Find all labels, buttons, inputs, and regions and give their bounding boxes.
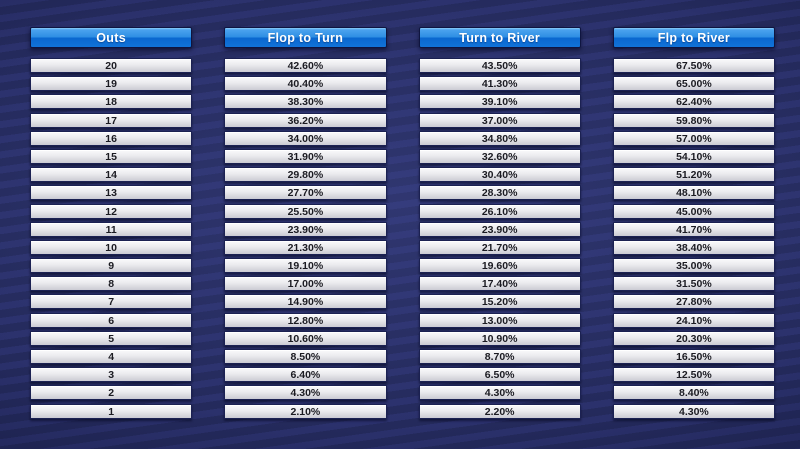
table-cell: 16 <box>30 131 192 146</box>
table-cell: 27.80% <box>613 294 775 309</box>
table-cell: 59.80% <box>613 113 775 128</box>
table-cell: 12 <box>30 204 192 219</box>
table-cell: 12.50% <box>613 367 775 382</box>
table-cell: 6.40% <box>224 367 386 382</box>
table-cell: 42.60% <box>224 58 386 73</box>
table-cell: 41.30% <box>419 76 581 91</box>
table-cell: 20 <box>30 58 192 73</box>
table-cell: 21.70% <box>419 240 581 255</box>
table-cell: 67.50% <box>613 58 775 73</box>
table-cell: 40.40% <box>224 76 386 91</box>
table-cell: 65.00% <box>613 76 775 91</box>
table-cell: 17.40% <box>419 276 581 291</box>
table-cell: 24.10% <box>613 313 775 328</box>
table-cell: 14.90% <box>224 294 386 309</box>
column-turn-to-river <box>419 27 581 419</box>
table-cell: 43.50% <box>419 58 581 73</box>
table-cell: 19.60% <box>419 258 581 273</box>
table-cell: 12.80% <box>224 313 386 328</box>
table-cell: 27.70% <box>224 185 386 200</box>
table-cell: 23.90% <box>419 222 581 237</box>
column-header-outs: Outs <box>30 27 192 48</box>
table-cell: 51.20% <box>613 167 775 182</box>
column-outs <box>30 27 192 419</box>
table-cell: 15 <box>30 149 192 164</box>
table-cell: 20.30% <box>613 331 775 346</box>
table-cell: 4.30% <box>419 385 581 400</box>
table-cell: 13 <box>30 185 192 200</box>
table-cell: 6 <box>30 313 192 328</box>
column-cells-turn-to-river <box>419 58 581 419</box>
table-cell: 36.20% <box>224 113 386 128</box>
table-cell: 32.60% <box>419 149 581 164</box>
column-cells-flop-to-turn <box>224 58 386 419</box>
table-cell: 3 <box>30 367 192 382</box>
column-cells-flp-to-river <box>613 58 775 419</box>
table-cell: 38.40% <box>613 240 775 255</box>
table-cell: 6.50% <box>419 367 581 382</box>
table-cell: 30.40% <box>419 167 581 182</box>
table-cell: 31.50% <box>613 276 775 291</box>
table-cell: 10.90% <box>419 331 581 346</box>
table-cell: 23.90% <box>224 222 386 237</box>
column-flp-to-river <box>613 27 775 419</box>
table-cell: 34.80% <box>419 131 581 146</box>
table-cell: 2 <box>30 385 192 400</box>
column-header-flp-to-river: Flp to River <box>613 27 775 48</box>
table-cell: 13.00% <box>419 313 581 328</box>
table-cell: 10 <box>30 240 192 255</box>
table-cell: 48.10% <box>613 185 775 200</box>
table-cell: 37.00% <box>419 113 581 128</box>
table-cell: 7 <box>30 294 192 309</box>
column-header-flop-to-turn: Flop to Turn <box>224 27 386 48</box>
table-cell: 31.90% <box>224 149 386 164</box>
table-cell: 1 <box>30 404 192 419</box>
table-cell: 9 <box>30 258 192 273</box>
table-cell: 8.70% <box>419 349 581 364</box>
table-cell: 8.40% <box>613 385 775 400</box>
table-cell: 26.10% <box>419 204 581 219</box>
table-cell: 28.30% <box>419 185 581 200</box>
table-cell: 4.30% <box>613 404 775 419</box>
table-cell: 15.20% <box>419 294 581 309</box>
table-cell: 4 <box>30 349 192 364</box>
table-cell: 4.30% <box>224 385 386 400</box>
table-cell: 38.30% <box>224 94 386 109</box>
column-header-turn-to-river: Turn to River <box>419 27 581 48</box>
table-cell: 14 <box>30 167 192 182</box>
table-cell: 17.00% <box>224 276 386 291</box>
table-cell: 17 <box>30 113 192 128</box>
table-cell: 39.10% <box>419 94 581 109</box>
table-cell: 41.70% <box>613 222 775 237</box>
table-cell: 34.00% <box>224 131 386 146</box>
table-cell: 11 <box>30 222 192 237</box>
table-cell: 57.00% <box>613 131 775 146</box>
table-cell: 19 <box>30 76 192 91</box>
table-cell: 54.10% <box>613 149 775 164</box>
table-cell: 35.00% <box>613 258 775 273</box>
poker-outs-odds-table <box>30 27 775 419</box>
table-cell: 8 <box>30 276 192 291</box>
table-cell: 21.30% <box>224 240 386 255</box>
table-cell: 5 <box>30 331 192 346</box>
table-cell: 8.50% <box>224 349 386 364</box>
table-cell: 16.50% <box>613 349 775 364</box>
table-cell: 45.00% <box>613 204 775 219</box>
table-cell: 2.20% <box>419 404 581 419</box>
column-flop-to-turn <box>224 27 386 419</box>
column-cells-outs <box>30 58 192 419</box>
table-cell: 19.10% <box>224 258 386 273</box>
table-cell: 25.50% <box>224 204 386 219</box>
table-cell: 18 <box>30 94 192 109</box>
table-cell: 62.40% <box>613 94 775 109</box>
table-cell: 2.10% <box>224 404 386 419</box>
table-cell: 29.80% <box>224 167 386 182</box>
table-cell: 10.60% <box>224 331 386 346</box>
